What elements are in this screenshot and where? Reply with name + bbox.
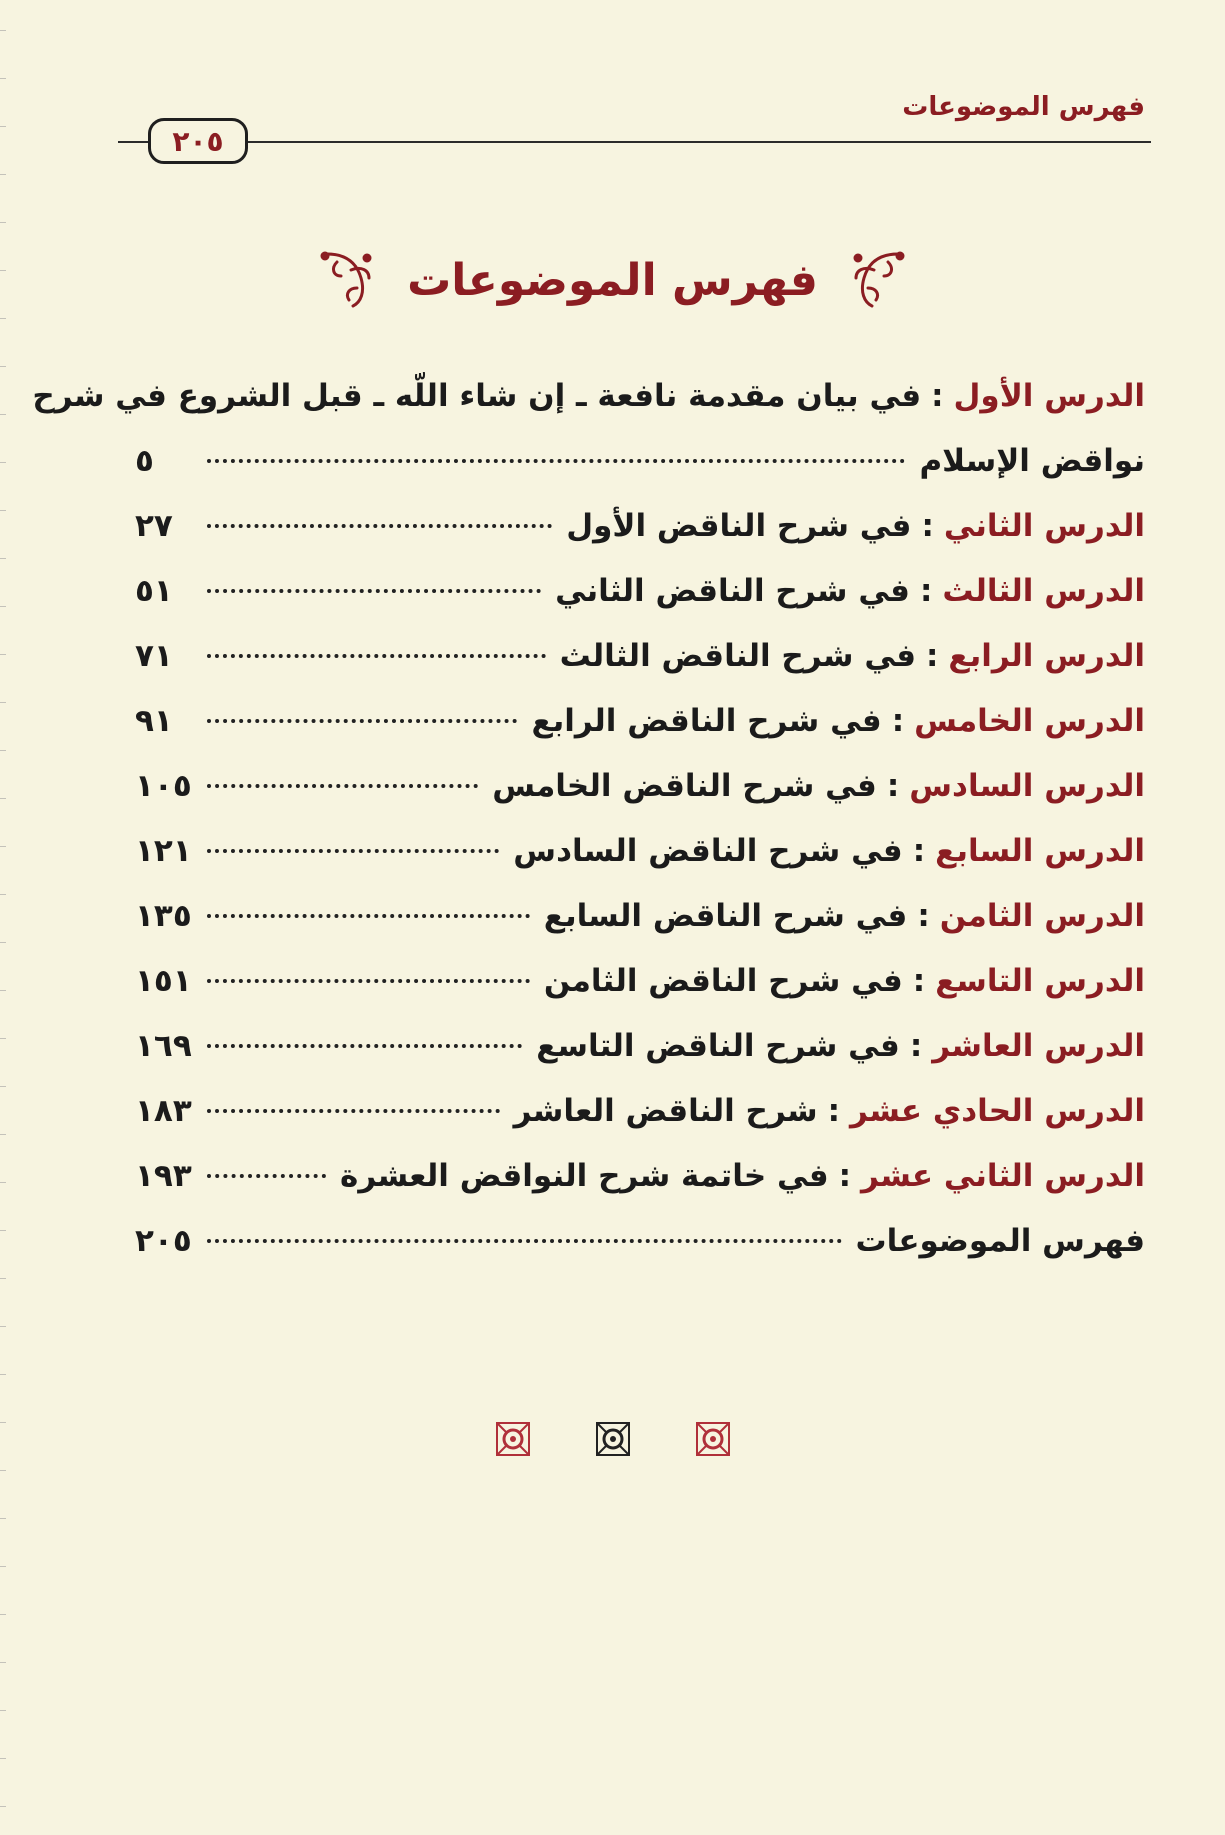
toc-lesson: الدرس السادس (909, 768, 1145, 804)
running-title: فهرس الموضوعات (902, 92, 1145, 122)
toc-topic: نواقض الإسلام (919, 443, 1145, 479)
dot-leader (207, 1239, 842, 1243)
dot-leader (207, 914, 530, 918)
dot-leader (207, 719, 517, 723)
table-of-contents (32, 378, 1145, 1288)
toc-separator: : (921, 508, 934, 544)
toc-entry-continuation (135, 443, 1145, 508)
toc-topic: فهرس الموضوعات (855, 1223, 1145, 1259)
toc-separator: : (926, 638, 939, 674)
dot-leader (207, 524, 552, 528)
toc-page-number: ١٦٩ (135, 1028, 192, 1064)
toc-topic: في خاتمة شرح النواقض العشرة (340, 1158, 829, 1194)
toc-entry-index (135, 1223, 1145, 1288)
toc-page-number: ٩١ (135, 703, 173, 739)
toc-separator: : (909, 1028, 923, 1064)
toc-entry (135, 1028, 1145, 1093)
dot-leader (207, 784, 478, 788)
toc-page-number: ١٠٥ (135, 768, 192, 804)
toc-entry (135, 898, 1145, 963)
toc-page-number: ٥ (135, 443, 154, 479)
toc-topic: في شرح الناقض السابع (543, 898, 908, 934)
toc-entry (135, 833, 1145, 898)
toc-lesson: الدرس الثامن (939, 898, 1145, 934)
page-number: ٢٠٥ (172, 124, 224, 158)
header-rule (118, 141, 1151, 143)
toc-topic: في شرح الناقض الخامس (492, 768, 877, 804)
toc-page-number: ١٥١ (135, 963, 192, 999)
title-block (0, 248, 1225, 312)
dot-leader (207, 654, 546, 658)
toc-list (135, 508, 1145, 1223)
dot-leader (207, 1044, 522, 1048)
toc-page-number: ٢٧ (135, 508, 173, 544)
dot-leader (207, 1109, 500, 1113)
floral-flourish-icon (317, 248, 377, 312)
toc-page-number: ١٨٣ (135, 1093, 192, 1129)
toc-topic: في شرح الناقض الرابع (531, 703, 882, 739)
toc-lesson: الدرس الحادي عشر (850, 1093, 1145, 1129)
toc-page-number: ٧١ (135, 638, 173, 674)
rosette-ornament-icon (494, 1420, 532, 1458)
toc-separator: : (917, 898, 930, 934)
toc-topic: في شرح الناقض التاسع (536, 1028, 900, 1064)
toc-lesson: الدرس الرابع (948, 638, 1145, 674)
toc-separator: : (838, 1158, 852, 1194)
toc-entry (135, 638, 1145, 703)
toc-entry (135, 768, 1145, 833)
toc-topic: في بيان مقدمة نافعة ـ إن شاء اللّه ـ قبل الشروع في شرح (32, 378, 922, 414)
toc-entry (135, 573, 1145, 638)
toc-lesson: الدرس الثالث (942, 573, 1145, 609)
toc-entry (135, 963, 1145, 1028)
toc-lesson: الدرس الأول (953, 378, 1145, 414)
toc-entry (135, 508, 1145, 573)
toc-lesson: الدرس الثاني عشر (861, 1158, 1145, 1194)
page-number-badge (148, 118, 248, 164)
dot-leader (207, 1174, 326, 1178)
toc-page-number: ٥١ (135, 573, 173, 609)
dot-leader (207, 849, 499, 853)
toc-entry (135, 1093, 1145, 1158)
toc-topic: شرح الناقض العاشر (513, 1093, 818, 1129)
toc-topic: في شرح الناقض الثامن (543, 963, 903, 999)
dot-leader (207, 589, 541, 593)
toc-page-number: ١٩٣ (135, 1158, 192, 1194)
dot-leader (207, 979, 530, 983)
dot-leader (207, 459, 905, 463)
toc-lesson: الدرس الخامس (914, 703, 1145, 739)
toc-separator: : (827, 1093, 841, 1129)
toc-topic: في شرح الناقض الثاني (555, 573, 910, 609)
toc-entry (135, 1158, 1145, 1223)
toc-entry (32, 378, 1145, 443)
toc-lesson: الدرس التاسع (935, 963, 1145, 999)
toc-page-number: ١٣٥ (135, 898, 192, 934)
toc-topic: في شرح الناقض الثالث (559, 638, 916, 674)
toc-topic: في شرح الناقض السادس (513, 833, 903, 869)
toc-lesson: الدرس العاشر (932, 1028, 1145, 1064)
toc-separator: : (886, 768, 900, 804)
toc-separator: : (919, 573, 933, 609)
toc-separator: : (931, 378, 944, 414)
floral-flourish-icon (848, 248, 908, 312)
toc-entry (135, 703, 1145, 768)
toc-lesson: الدرس الثاني (943, 508, 1145, 544)
rosette-ornament-icon (694, 1420, 732, 1458)
toc-page-number: ١٢١ (135, 833, 192, 869)
page-title: فهرس الموضوعات (407, 254, 818, 306)
toc-separator: : (912, 833, 926, 869)
toc-topic: في شرح الناقض الأول (566, 508, 912, 544)
toc-lesson: الدرس السابع (935, 833, 1145, 869)
bottom-ornaments (0, 1420, 1225, 1458)
toc-separator: : (912, 963, 926, 999)
toc-separator: : (891, 703, 905, 739)
toc-page-number: ٢٠٥ (135, 1223, 192, 1259)
rosette-ornament-icon (594, 1420, 632, 1458)
